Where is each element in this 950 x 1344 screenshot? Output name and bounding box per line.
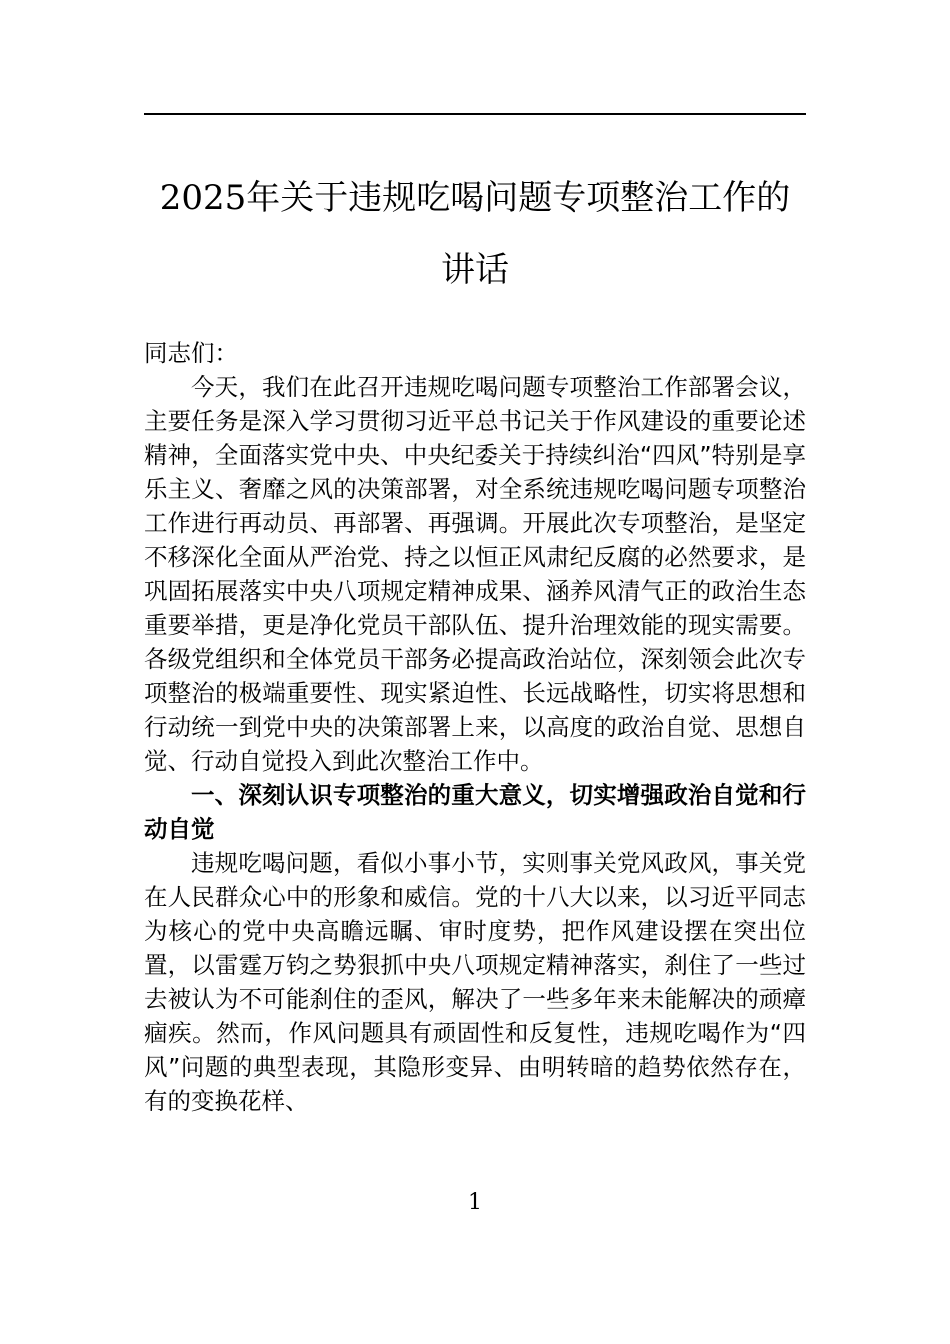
paragraph-section-1: 违规吃喝问题，看似小事小节，实则事关党风政风，事关党在人民群众心中的形象和威信。党的十八大以来，以习近平同志为核心的党中央高瞻远瞩、审时度势，把作风建设摆在突出位置，以雷霆万钧之势狠抓中央八项规定精神落实，刹住了一些过去被认为不可能刹住的歪风，解决了一些多年来未能解决的顽瘴痼疾。然而，作风问题具有顽固性和反复性，违规吃喝作为“四风”问题的典型表现，其隐形变异、由明转暗的趋势依然存在，有的变换花样、 bbox=[144, 849, 806, 1115]
document-body bbox=[144, 336, 806, 1118]
document-title bbox=[144, 162, 806, 306]
page-number: 1 bbox=[468, 1190, 482, 1215]
section-heading-1: 一、深刻认识专项整治的重大意义，切实增强政治自觉和行动自觉 bbox=[144, 781, 806, 843]
title-line-2: 讲话 bbox=[441, 250, 509, 290]
title-line-1: 2025年关于违规吃喝问题专项整治工作的 bbox=[159, 178, 791, 218]
paragraph-intro: 今天，我们在此召开违规吃喝问题专项整治工作部署会议，主要任务是深入学习贯彻习近平总书记关于作风建设的重要论述精神，全面落实党中央、中央纪委关于持续纠治“四风”特别是享乐主义、奢靡之风的决策部署，对全系统违规吃喝问题专项整治工作进行再动员、再部署、再强调。开展此次专项整治，是坚定不移深化全面从严治党、持之以恒正风肃纪反腐的必然要求，是巩固拓展落实中央八项规定精神成果、涵养风清气正的政治生态重要举措，更是净化党员干部队伍、提升治理效能的现实需要。各级党组织和全体党员干部务必提高政治站位，深刻领会此次专项整治的极端重要性、现实紧迫性、长远战略性，切实将思想和行动统一到党中央的决策部署上来，以高度的政治自觉、思想自觉、行动自觉投入到此次整治工作中。 bbox=[144, 373, 806, 775]
header-rule bbox=[144, 113, 806, 115]
salutation: 同志们： bbox=[144, 339, 238, 367]
